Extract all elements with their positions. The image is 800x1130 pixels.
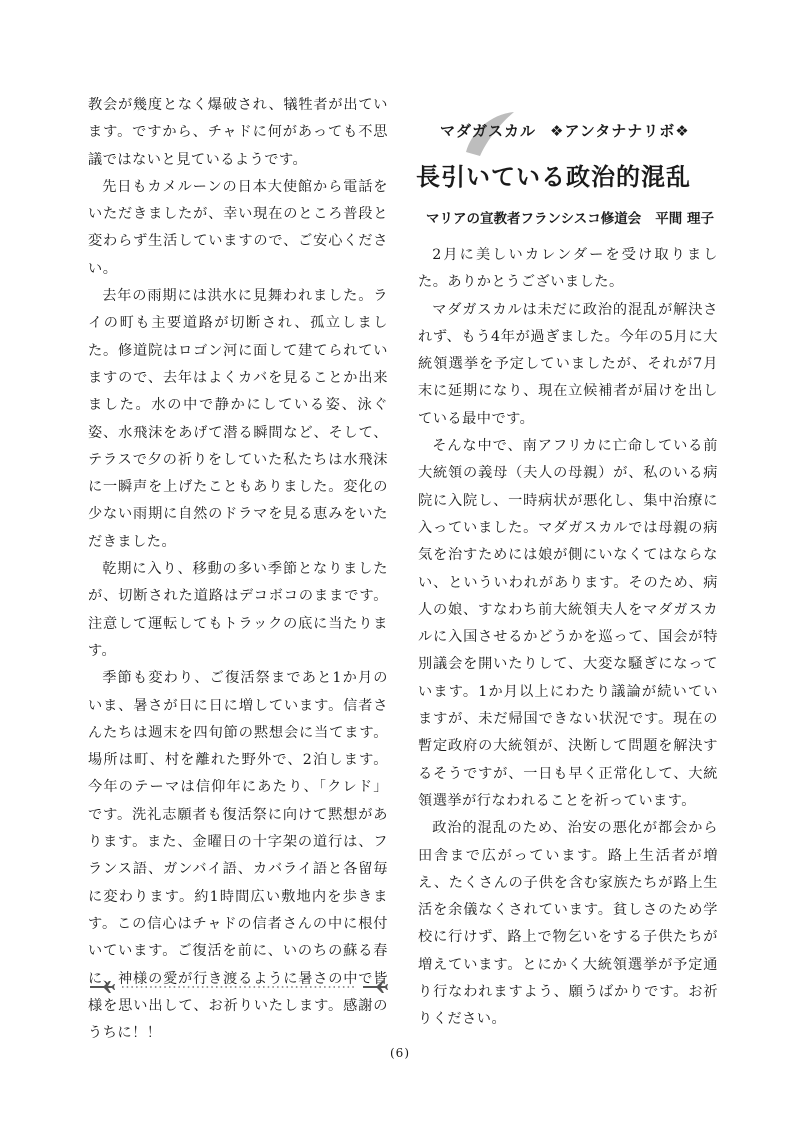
paragraph: 2月に美しいカレンダーを受け取りました。ありかとうございました。 <box>418 247 718 291</box>
country-name: マダガスカル <box>440 122 537 140</box>
article-title: 長引いている政治的混乱 <box>416 162 691 191</box>
airplane-icon <box>90 981 115 993</box>
author-name: 平間 理子 <box>655 211 714 227</box>
left-column <box>88 92 388 1047</box>
author-organization: マリアの宣教者フランシスコ修道会 <box>426 211 642 227</box>
paragraph: 政治的混乱のため、治安の悪化が都会から田舎まで広がっています。路上生活者が増え、たくさんの子供を含む家族たちが路上生活を余儀なくされています。貧しさのため学校に行けず、路上で物乞いをする子供たちが増えています。とにかく大統領選挙が予定通り行なわれますよう、願うばかりです。お祈りください。 <box>418 820 718 1028</box>
divider-graphic <box>88 976 390 996</box>
right-column <box>418 242 718 1034</box>
paragraph: 先日もカメルーンの日本大使館から電話をいただきましたが、幸い現在のところ普段と変わらず生活していますので、ご安心ください。 <box>88 178 388 277</box>
paragraph: そんな中で、南アフリカに亡命している前大統領の義母（夫人の母親）が、私のいる病院に入院し、一時病状が悪化し、集中治療に入っていました。マダガスカルでは母親の病気を治すためには娘が側にいなくてはならない、といういわれがあります。そのため、病人の娘、すなわち前大統領夫人をマダガスカルに入国させるかどうかを巡って、国会が特別議会を開いたりして、大変な騒ぎになっています。1か月以上にわたり議論が続いていますが、未だ帰国できない状況です。現在の暫定政府の大統領が、決断して問題を解決するそうですが、一日も早く正常化して、大統領選挙が行なわれることを祈っています。 <box>418 438 718 809</box>
paragraph: マダガスカルは未だに政治的混乱が解決されず、もう4年が過ぎました。今年の5月に大統領選挙を予定していましたが、それが7月末に延期になり、現在立候補者が届けを出している最中です。 <box>418 301 718 427</box>
page-number: (6) <box>390 1046 410 1060</box>
airplane-icon <box>363 981 388 993</box>
section-divider <box>88 976 390 996</box>
paragraph: 乾期に入り、移動の多い季節となりましたが、切断された道路はデコボコのままです。注意して運転してもトラックの底に当たります。 <box>88 561 388 659</box>
paragraph: 去年の雨期には洪水に見舞われました。ライの町も主要道路が切断され、孤立しました。修道院はロゴン河に面して建てられていますので、去年はよくカバを見ることか出来ました。水の中で静かにしている姿、泳ぐ姿、水飛沫をあげて潜る瞬間など、そして、テラスで夕の祈りをしていた私たちは水飛沫に一瞬声を上げたこともありました。変化の少ない雨期に自然のドラマを見る恵みをいただきました。 <box>88 288 388 550</box>
paragraph: 季節も変わり、ご復活祭まであと1か月のいま、暑さが日に日に増しています。信者さんたちは週末を四旬節の黙想会に当てます。場所は町、村を離れた野外で、2泊します。今年のテーマは信仰年にあたり、「クレド」です。洗礼志願者も復活祭に向けて黙想があります。また、金曜日の十字架の道行は、フランス語、ガンバイ語、カバライ語と各留毎に変わります。約1時間広い敷地内を歩きます。この信心はチャドの信者さんの中に根付いています。ご復活を前に、いのちの蘇る春に、神様の愛が行き渡るように暑さの中で皆様を思い出して、お祈りいたします。感謝のうちに！！ <box>88 670 388 1042</box>
location-header <box>418 100 718 160</box>
city-name: ❖アンタナナリボ❖ <box>550 122 690 140</box>
location-label <box>440 120 690 141</box>
paragraph: 教会が幾度となく爆破され、犠牲者が出ています。ですから、チャドに何があっても不思議ではないと見ているようです。 <box>88 97 388 168</box>
byline <box>426 207 714 227</box>
